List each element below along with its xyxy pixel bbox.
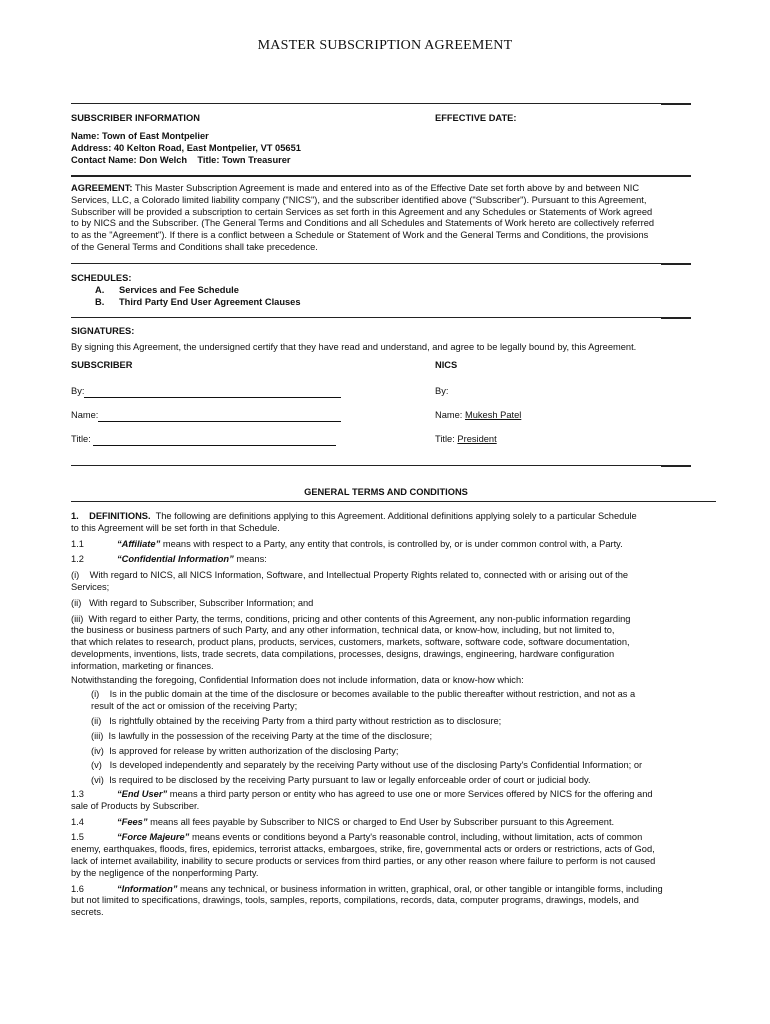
section-divider [71,175,691,177]
definition-confidential-information: 1.2 “Confidential Information” means: [71,554,267,565]
section-divider [71,317,691,318]
nics-title-field: Title: President [435,434,497,444]
subscriber-by-field[interactable]: By: [71,386,341,398]
signatures-intro: By signing this Agreement, the undersigned certify that they have read and understand, and agree to be legally bound by, this Agreement. [71,342,637,352]
agreement-line: to as the "Agreement"). If there is a conflict between a Schedule or Statement of Work and the General Terms and Conditions, the provisions [71,230,649,241]
definition-force-majeure: 1.5 “Force Majeure” means events or conditions beyond a Party's reasonable control, including, without limitation, acts of common [71,832,643,843]
section-divider [71,501,716,502]
section-divider [71,465,691,466]
section-divider [71,263,691,264]
section-divider [71,103,691,104]
document-title: MASTER SUBSCRIPTION AGREEMENT [257,38,513,53]
schedule-a: A. Services and Fee Schedule [95,285,239,295]
agreement-line: This Master Subscription Agreement is made and entered into as of the Effective Date set forth above by and between NIC [134,183,640,193]
subscriber-signature-heading: SUBSCRIBER [71,360,133,370]
agreement-label: AGREEMENT: [71,183,133,193]
general-terms-heading: GENERAL TERMS AND CONDITIONS [304,487,468,497]
definition-fees: 1.4 “Fees” means all fees payable by Subscriber to NICS or charged to End User by Subscriber pursuant to this Agreement. [71,816,615,827]
nics-name-field: Name: Mukesh Patel [435,410,522,420]
general-terms-body: 1. DEFINITIONS. The following are definitions applying to this Agreement. Additional definitions applying solely to a particular Schedule to this Agreement will be set forth in that Schedule. 1.1 “Affiliate” means with respect to a Party, any entity that controls, is controlled by, or is under common control with, a Party. 1.2 “Confidential Information” means: (i) With regard to NICS, all NICS Information, Software, and Intellectual Property Rights related to, connected with or arising out of the Services; (ii) With regard to Subscriber, Subscriber Information; and (iii) With regard to either Party, the terms, conditions, pricing and other contents of this Agreement, any non-public information regarding the business or business partners of such Party, and any other information, technical data, or know-how, including, but not limited to, that which relates to research, product plans, products, services, customers, markets, software, software code, software documentation, developments, inventions, lists, trade secrets, data compilations, processes, designs, drawings, engineering, hardware configuration information, marketing or finances. Notwithstanding the foregoing, Confidential Information does not include information, data or know-how which: (i) Is in the public domain at the time of the disclosure or becomes available to the public thereafter without restriction, and not as a result of the act or omission of the receiving Party; (ii) Is rightfully obtained by the receiving Party from a third party without restriction as to disclosure; (iii) Is lawfully in the possession of the receiving Party at the time of the disclosure; (iv) Is approved for release by written authorization of the disclosing Party; (v) Is developed independently and separately by the receiving Party without use of the disclosing Party's Confidential Information; or (vi) Is required to be disclosed by the receiving Party pursuant to law or legally enforceable order of court or judicial body. 1.3 “End User” means a third party person or entity who has agreed to use one or more Services offered by NICS for the offering and sale of Products by Subscriber. 1.4 “Fees” means all fees payable by Subscriber to NICS or charged to End User by Subscriber pursuant to this Agreement. 1.5 “Force Majeure” means events or conditions beyond a Party's reasonable control, including, without limitation, acts of common enemy, earthquakes, floods, fires, epidemics, terrorist attacks, embargoes, strike, fire, governmental acts or orders or restrictions, acts of God, lack of internet availability, inability to secure products or services from third parties, or any other reason where failure to perform is not caused by the negligence of the nonperforming Party. 1.6 “Information” means any technical, or business information in written, graphical, oral, or other tangible or intangible forms, including but not limited to specifications, drawings, tools, samples, reports, compilations, records, data, computer programs, drawings, models, and secrets. [71,511,711,919]
subscriber-name-field[interactable]: Name: [71,410,341,422]
definition-end-user: 1.3 “End User” means a third party person or entity who has agreed to use one or more Services offered by NICS for the offering and [71,788,653,799]
nics-signature-heading: NICS [435,360,458,370]
subscriber-title-field[interactable]: Title: [71,434,336,446]
agreement-line: Subscriber will be provided a subscription to certain Services as set forth in this Agreement and any Schedules or Statements of Work agreed [71,206,653,217]
definition-information: 1.6 “Information” means any technical, or business information in written, graphical, oral, or other tangible or intangible forms, including [71,883,663,894]
nics-by-field[interactable]: By: [435,386,449,396]
agreement-line: Services, LLC, a Colorado limited liability company ("NICS"), and the subscriber identified above ("Subscriber"). Pursuant to this Agreement, [71,194,647,205]
agreement-line: to by NICS and the Subscriber. (The General Terms and Conditions and all Schedules and Statements of Work hereto are collectively referred [71,218,655,229]
effective-date-label: EFFECTIVE DATE: [435,113,517,123]
agreement-paragraph [71,183,701,254]
subscriber-address: Address: 40 Kelton Road, East Montpelier, VT 05651 [71,143,301,153]
agreement-line: of the General Terms and Conditions shall take precedence. [71,241,318,252]
schedules-heading: SCHEDULES: [71,273,132,283]
subscriber-contact: Contact Name: Don Welch Title: Town Treasurer [71,155,291,165]
schedule-b: B. Third Party End User Agreement Clauses [95,297,301,307]
definition-affiliate: 1.1 “Affiliate” means with respect to a Party, any entity that controls, is controlled by, or is under common control with, a Party. [71,538,623,549]
subscriber-name: Name: Town of East Montpelier [71,131,209,141]
subscriber-info-heading: SUBSCRIBER INFORMATION [71,113,200,123]
signatures-heading: SIGNATURES: [71,326,135,336]
